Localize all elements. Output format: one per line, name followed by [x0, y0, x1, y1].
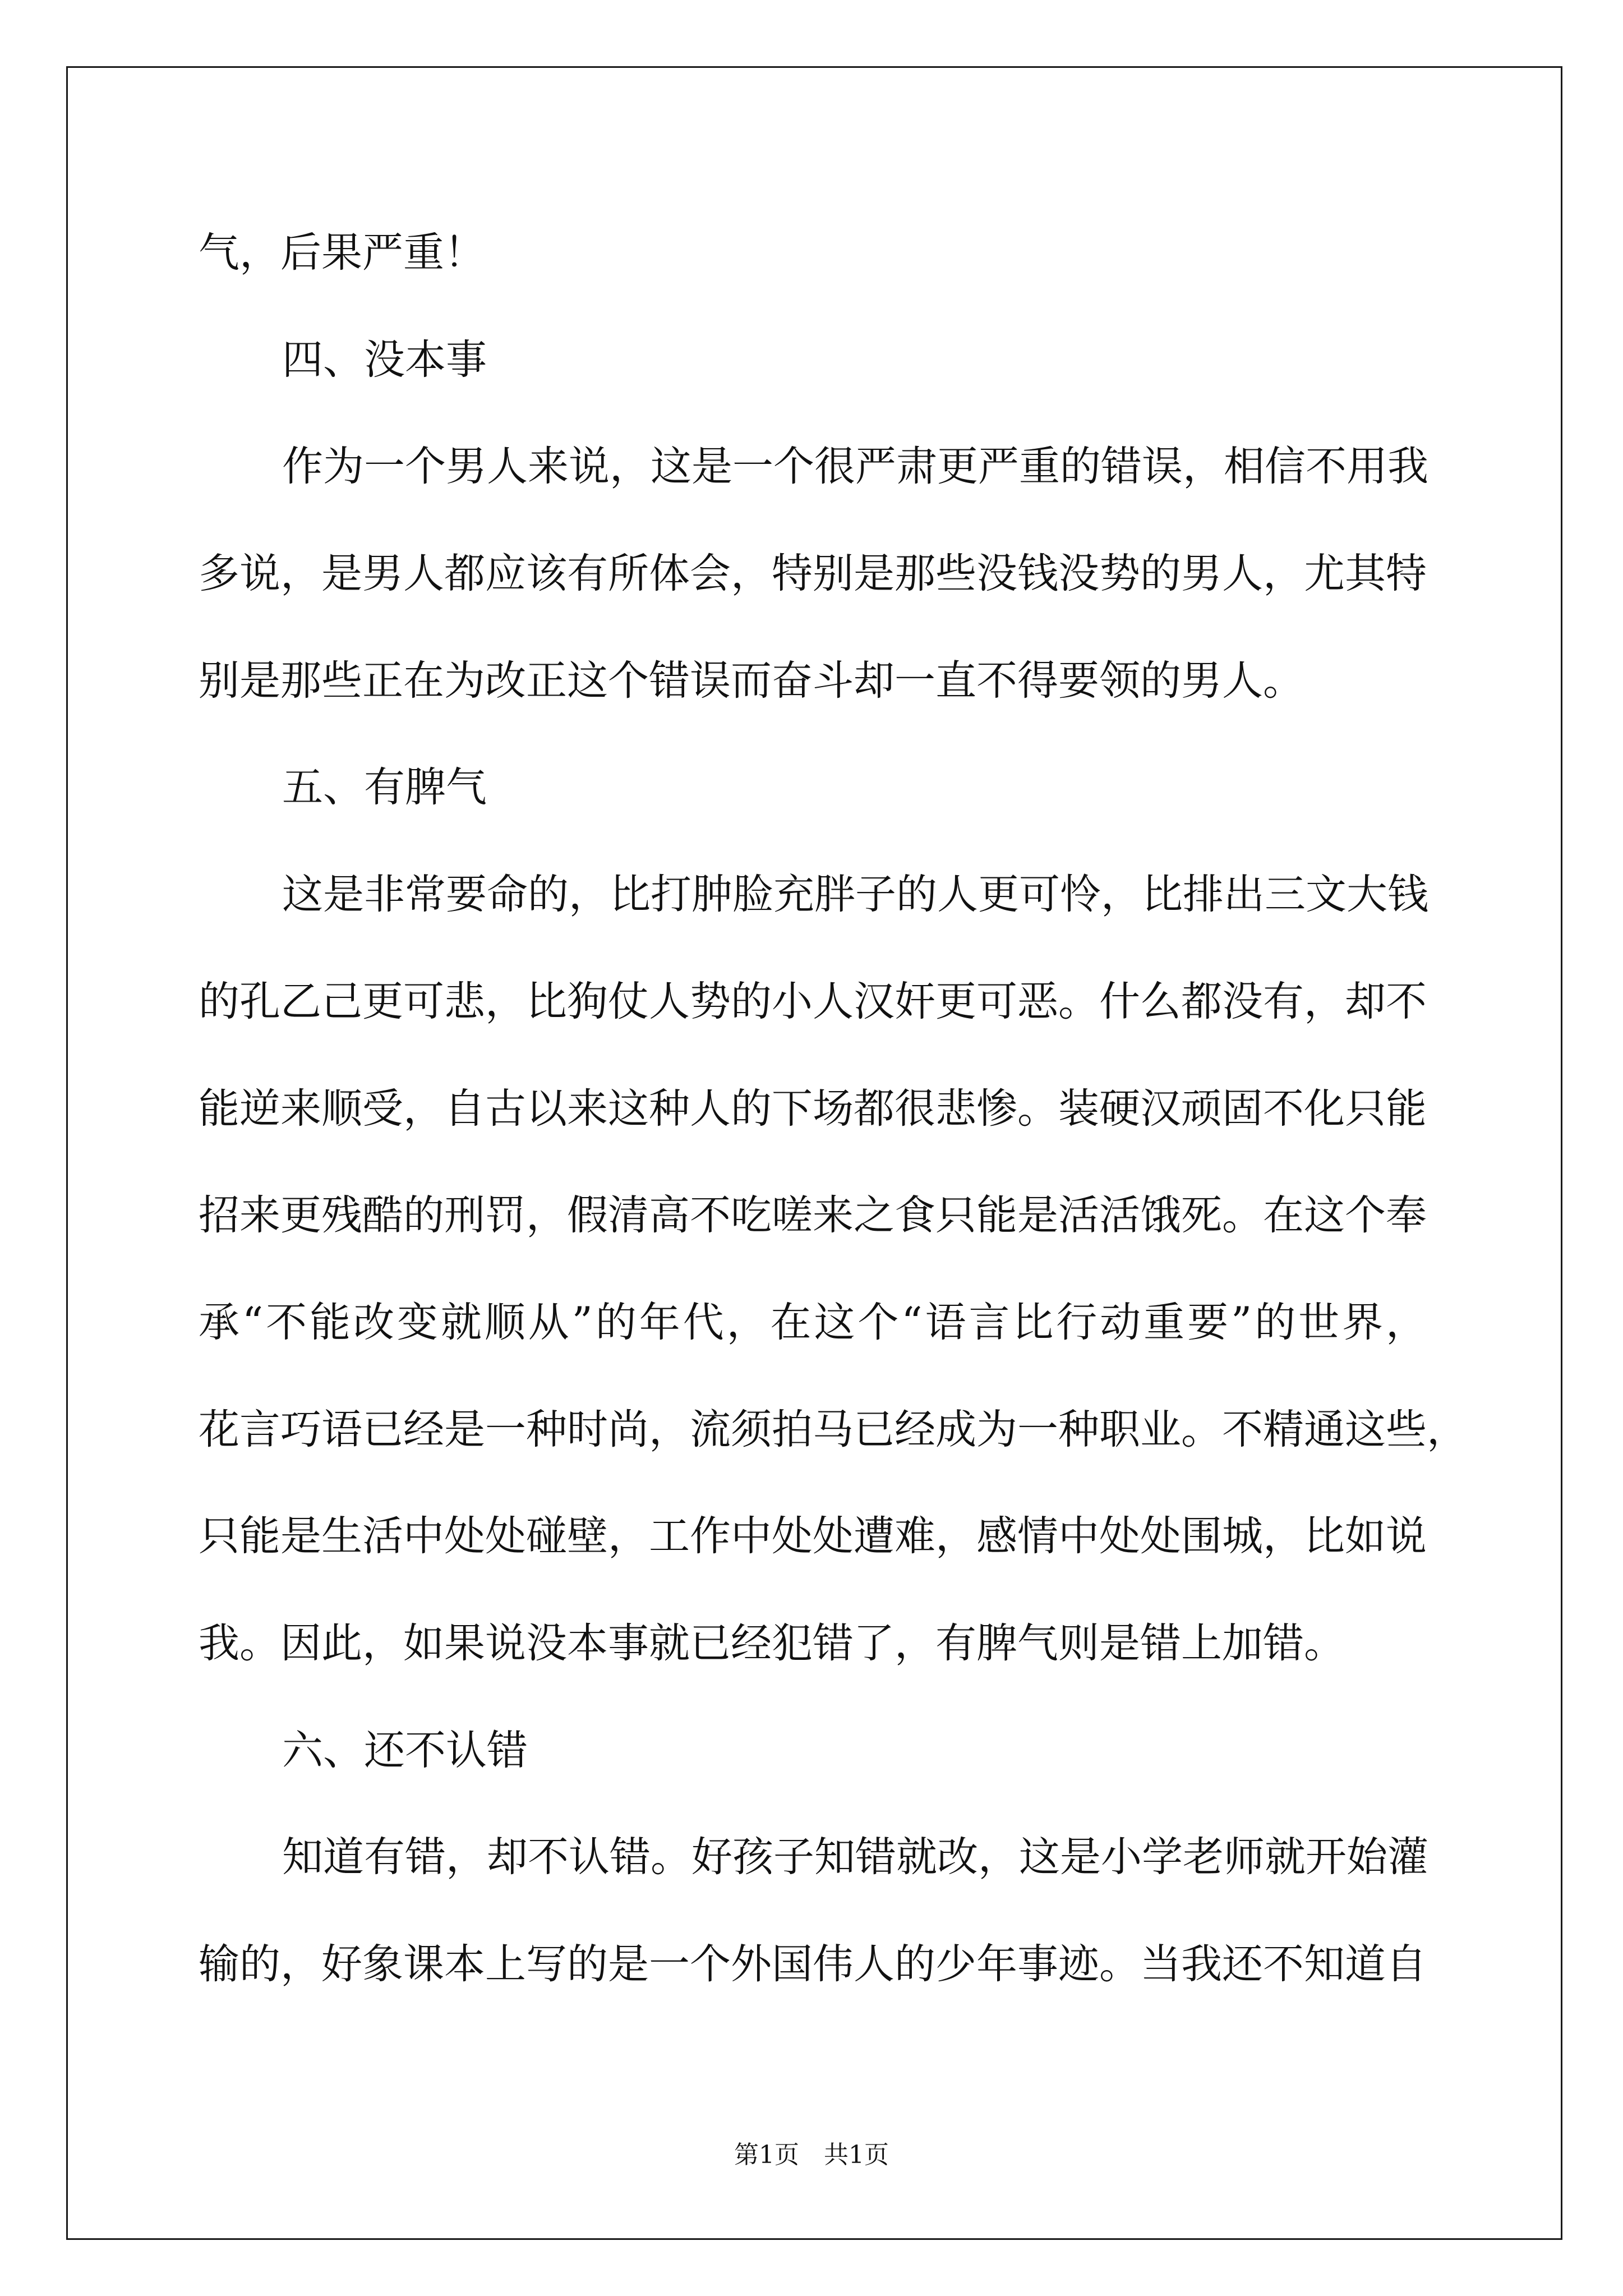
- paragraph-line: 作为一个男人来说，这是一个很严肃更严重的错误，相信不用我: [282, 443, 1428, 491]
- paragraph-line: 承“不能改变就顺从”的年代，在这个“语言比行动重要”的世界，: [199, 1298, 1427, 1346]
- section-heading: 五、有脾气: [282, 763, 487, 812]
- paragraph-line: 气，后果严重！: [199, 229, 485, 277]
- paragraph-line: 输的，好象课本上写的是一个外国伟人的少年事迹。当我还不知道自: [199, 1940, 1427, 1988]
- paragraph-line: 只能是生活中处处碰壁，工作中处处遭难，感情中处处围城，比如说: [199, 1512, 1427, 1561]
- paragraph-line: 多说，是男人都应该有所体会，特别是那些没钱没势的男人，尤其特: [199, 550, 1427, 598]
- section-heading: 四、没本事: [282, 335, 487, 384]
- paragraph-line: 招来更残酷的刑罚，假清高不吃嗟来之食只能是活活饿死。在这个奉: [199, 1191, 1427, 1240]
- page-number-footer: 第1页 共1页: [734, 2141, 889, 2169]
- paragraph-line: 别是那些正在为改正这个错误而奋斗却一直不得要领的男人。: [199, 656, 1304, 705]
- paragraph-line: 能逆来顺受，自古以来这种人的下场都很悲惨。装硬汉顽固不化只能: [199, 1084, 1427, 1133]
- paragraph-line: 知道有错，却不认错。好孩子知错就改，这是小学老师就开始灌: [282, 1833, 1428, 1881]
- section-heading: 六、还不认错: [282, 1726, 528, 1774]
- document-body: [199, 200, 1468, 2018]
- paragraph-line: 这是非常要命的，比打肿脸充胖子的人更可怜，比排出三文大钱: [282, 871, 1428, 919]
- paragraph-line: 的孔乙己更可悲，比狗仗人势的小人汉奸更可恶。什么都没有，却不: [199, 977, 1427, 1025]
- paragraph-line: 花言巧语已经是一种时尚，流须拍马已经成为一种职业。不精通这些，: [199, 1405, 1468, 1453]
- paragraph-line: 我。因此，如果说没本事就已经犯错了，有脾气则是错上加错。: [199, 1619, 1345, 1667]
